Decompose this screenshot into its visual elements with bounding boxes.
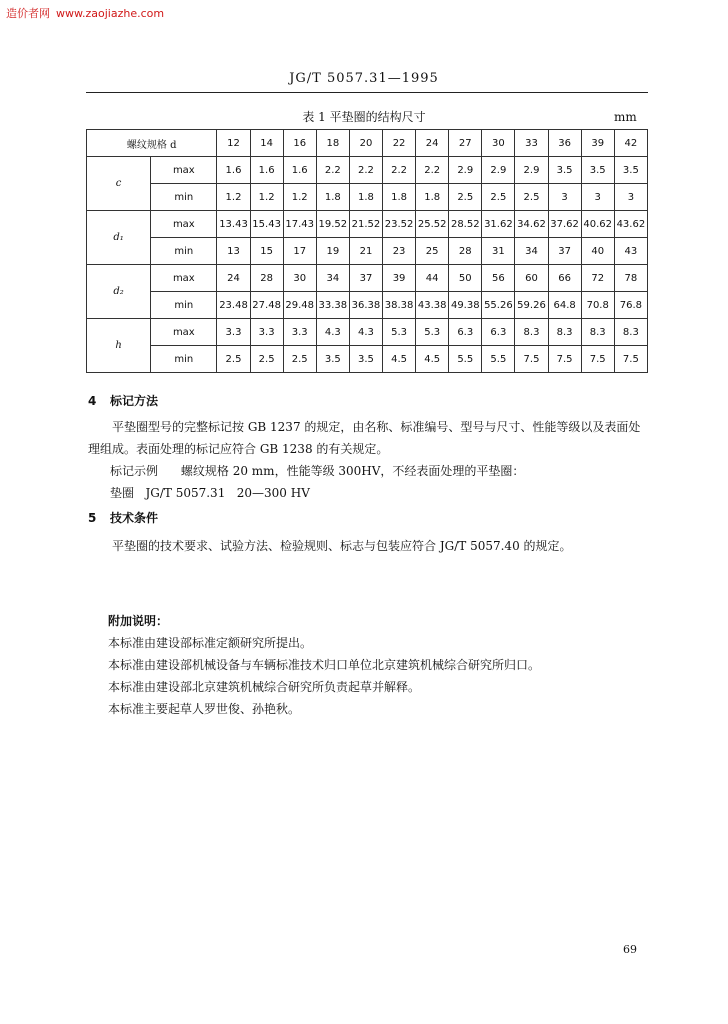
- size-header-cell: 20: [349, 130, 382, 157]
- value-cell: 44: [416, 265, 449, 292]
- value-cell: 8.3: [548, 319, 581, 346]
- value-cell: 3.5: [581, 157, 614, 184]
- value-cell: 21.52: [349, 211, 382, 238]
- value-cell: 40: [581, 238, 614, 265]
- marking-example-mark: 垫圈 JG/T 5057.31 20—300 HV: [110, 486, 310, 500]
- value-cell: 36.38: [349, 292, 382, 319]
- value-cell: 8.3: [614, 319, 647, 346]
- value-cell: 2.2: [383, 157, 416, 184]
- value-cell: 2.5: [482, 184, 515, 211]
- section-5-paragraph: [88, 535, 650, 557]
- value-cell: 78: [614, 265, 647, 292]
- value-cell: 50: [449, 265, 482, 292]
- value-cell: 23.52: [383, 211, 416, 238]
- value-cell: 19: [316, 238, 349, 265]
- size-header-cell: 30: [482, 130, 515, 157]
- value-cell: 43.62: [614, 211, 647, 238]
- value-cell: 17.43: [283, 211, 316, 238]
- value-cell: 34.62: [515, 211, 548, 238]
- value-cell: 5.3: [383, 319, 416, 346]
- value-cell: 23.48: [217, 292, 250, 319]
- value-cell: 59.26: [515, 292, 548, 319]
- table-row: [87, 211, 648, 238]
- value-cell: 37.62: [548, 211, 581, 238]
- header-rule: [86, 92, 648, 93]
- table-row: [87, 157, 648, 184]
- size-header-cell: 12: [217, 130, 250, 157]
- value-cell: 2.5: [250, 346, 283, 373]
- value-cell: 1.8: [416, 184, 449, 211]
- dimension-table: [86, 129, 648, 373]
- value-cell: 2.9: [449, 157, 482, 184]
- value-cell: 34: [316, 265, 349, 292]
- note-line-4: 本标准主要起草人罗世俊、孙艳秋。: [108, 702, 301, 716]
- value-cell: 2.2: [416, 157, 449, 184]
- value-cell: 43.38: [416, 292, 449, 319]
- section-4-title: 标记方法: [110, 394, 159, 408]
- value-cell: 64.8: [548, 292, 581, 319]
- limit-kind-cell: min: [151, 346, 217, 373]
- section-4-number: 4: [88, 394, 97, 408]
- section-4-heading: [88, 392, 158, 409]
- value-cell: 1.2: [250, 184, 283, 211]
- limit-kind-cell: max: [151, 157, 217, 184]
- value-cell: 76.8: [614, 292, 647, 319]
- value-cell: 4.3: [349, 319, 382, 346]
- table-header-row: [87, 130, 648, 157]
- value-cell: 3: [614, 184, 647, 211]
- marking-example: [110, 462, 524, 479]
- section-4-para-line2: 理组成。表面处理的标记应符合 GB 1238 的有关规定。: [88, 442, 389, 456]
- watermark-site: 造价者网: [6, 7, 50, 20]
- value-cell: 2.9: [515, 157, 548, 184]
- section-5-heading: [88, 509, 158, 526]
- table-row: [87, 238, 648, 265]
- value-cell: 5.5: [449, 346, 482, 373]
- value-cell: 3.3: [283, 319, 316, 346]
- value-cell: 1.8: [316, 184, 349, 211]
- value-cell: 13.43: [217, 211, 250, 238]
- value-cell: 33.38: [316, 292, 349, 319]
- value-cell: 34: [515, 238, 548, 265]
- param-label-cell: h: [87, 319, 151, 373]
- value-cell: 1.2: [283, 184, 316, 211]
- value-cell: 37: [349, 265, 382, 292]
- value-cell: 3: [581, 184, 614, 211]
- value-cell: 3.5: [349, 346, 382, 373]
- note-line-1: 本标准由建设部标准定额研究所提出。: [108, 636, 313, 650]
- value-cell: 40.62: [581, 211, 614, 238]
- section-5-number: 5: [88, 511, 97, 525]
- value-cell: 49.38: [449, 292, 482, 319]
- limit-kind-cell: max: [151, 319, 217, 346]
- section-4-paragraph: [88, 416, 650, 460]
- value-cell: 25: [416, 238, 449, 265]
- value-cell: 15: [250, 238, 283, 265]
- value-cell: 60: [515, 265, 548, 292]
- param-label-cell: c: [87, 157, 151, 211]
- value-cell: 39: [383, 265, 416, 292]
- value-cell: 24: [217, 265, 250, 292]
- value-cell: 3: [548, 184, 581, 211]
- value-cell: 6.3: [449, 319, 482, 346]
- value-cell: 72: [581, 265, 614, 292]
- value-cell: 70.8: [581, 292, 614, 319]
- value-cell: 31: [482, 238, 515, 265]
- value-cell: 17: [283, 238, 316, 265]
- value-cell: 21: [349, 238, 382, 265]
- value-cell: 2.5: [217, 346, 250, 373]
- value-cell: 7.5: [515, 346, 548, 373]
- watermark-url[interactable]: www.zaojiazhe.com: [56, 7, 165, 20]
- value-cell: 1.2: [217, 184, 250, 211]
- value-cell: 29.48: [283, 292, 316, 319]
- section-5-title: 技术条件: [110, 511, 159, 525]
- marking-example-text: 螺纹规格 20 mm，性能等级 300HV，不经表面处理的平垫圈：: [180, 464, 525, 478]
- section-4-para-line1: 平垫圈型号的完整标记按 GB 1237 的规定，由名称、标准编号、型号与尺寸、性能等级以及表面处: [112, 420, 641, 434]
- param-label-cell: d₂: [87, 265, 151, 319]
- value-cell: 55.26: [482, 292, 515, 319]
- limit-kind-cell: min: [151, 292, 217, 319]
- size-header-cell: 24: [416, 130, 449, 157]
- value-cell: 2.5: [449, 184, 482, 211]
- value-cell: 4.5: [383, 346, 416, 373]
- value-cell: 7.5: [614, 346, 647, 373]
- marking-example-label: 标记示例: [110, 464, 159, 478]
- value-cell: 43: [614, 238, 647, 265]
- value-cell: 15.43: [250, 211, 283, 238]
- table-row: [87, 346, 648, 373]
- value-cell: 1.6: [217, 157, 250, 184]
- watermark: [6, 5, 164, 21]
- value-cell: 28.52: [449, 211, 482, 238]
- size-header-cell: 16: [283, 130, 316, 157]
- value-cell: 38.38: [383, 292, 416, 319]
- limit-kind-cell: min: [151, 184, 217, 211]
- value-cell: 56: [482, 265, 515, 292]
- value-cell: 66: [548, 265, 581, 292]
- size-header-cell: 39: [581, 130, 614, 157]
- value-cell: 1.8: [349, 184, 382, 211]
- table-unit: mm: [614, 110, 637, 124]
- value-cell: 2.5: [515, 184, 548, 211]
- value-cell: 2.2: [316, 157, 349, 184]
- value-cell: 37: [548, 238, 581, 265]
- param-label-cell: d₁: [87, 211, 151, 265]
- header-label-cell: 螺纹规格 d: [87, 130, 217, 157]
- value-cell: 28: [449, 238, 482, 265]
- table-row: [87, 265, 648, 292]
- value-cell: 3.5: [614, 157, 647, 184]
- value-cell: 8.3: [515, 319, 548, 346]
- page-number: 69: [623, 943, 637, 956]
- size-header-cell: 42: [614, 130, 647, 157]
- value-cell: 1.8: [383, 184, 416, 211]
- table-row: [87, 184, 648, 211]
- value-cell: 23: [383, 238, 416, 265]
- note-line-2: 本标准由建设部机械设备与车辆标准技术归口单位北京建筑机械综合研究所归口。: [108, 658, 541, 672]
- value-cell: 4.3: [316, 319, 349, 346]
- notes-title: 附加说明：: [108, 614, 169, 628]
- value-cell: 6.3: [482, 319, 515, 346]
- size-header-cell: 33: [515, 130, 548, 157]
- table-row: [87, 319, 648, 346]
- value-cell: 7.5: [581, 346, 614, 373]
- size-header-cell: 22: [383, 130, 416, 157]
- value-cell: 3.3: [217, 319, 250, 346]
- table-row: [87, 292, 648, 319]
- size-header-cell: 27: [449, 130, 482, 157]
- value-cell: 19.52: [316, 211, 349, 238]
- note-line-3: 本标准由建设部北京建筑机械综合研究所负责起草并解释。: [108, 680, 421, 694]
- value-cell: 2.9: [482, 157, 515, 184]
- value-cell: 8.3: [581, 319, 614, 346]
- value-cell: 30: [283, 265, 316, 292]
- value-cell: 2.2: [349, 157, 382, 184]
- value-cell: 2.5: [283, 346, 316, 373]
- section-5-para: 平垫圈的技术要求、试验方法、检验规则、标志与包装应符合 JG/T 5057.40 的规定。: [112, 539, 572, 553]
- value-cell: 25.52: [416, 211, 449, 238]
- value-cell: 5.3: [416, 319, 449, 346]
- limit-kind-cell: min: [151, 238, 217, 265]
- value-cell: 3.3: [250, 319, 283, 346]
- size-header-cell: 14: [250, 130, 283, 157]
- value-cell: 27.48: [250, 292, 283, 319]
- value-cell: 1.6: [250, 157, 283, 184]
- value-cell: 5.5: [482, 346, 515, 373]
- limit-kind-cell: max: [151, 265, 217, 292]
- value-cell: 4.5: [416, 346, 449, 373]
- value-cell: 3.5: [316, 346, 349, 373]
- table-title: 表 1 平垫圈的结构尺寸: [302, 110, 426, 124]
- value-cell: 31.62: [482, 211, 515, 238]
- value-cell: 7.5: [548, 346, 581, 373]
- standard-code-header: JG/T 5057.31—1995: [289, 71, 439, 86]
- value-cell: 3.5: [548, 157, 581, 184]
- size-header-cell: 36: [548, 130, 581, 157]
- value-cell: 13: [217, 238, 250, 265]
- size-header-cell: 18: [316, 130, 349, 157]
- value-cell: 28: [250, 265, 283, 292]
- value-cell: 1.6: [283, 157, 316, 184]
- limit-kind-cell: max: [151, 211, 217, 238]
